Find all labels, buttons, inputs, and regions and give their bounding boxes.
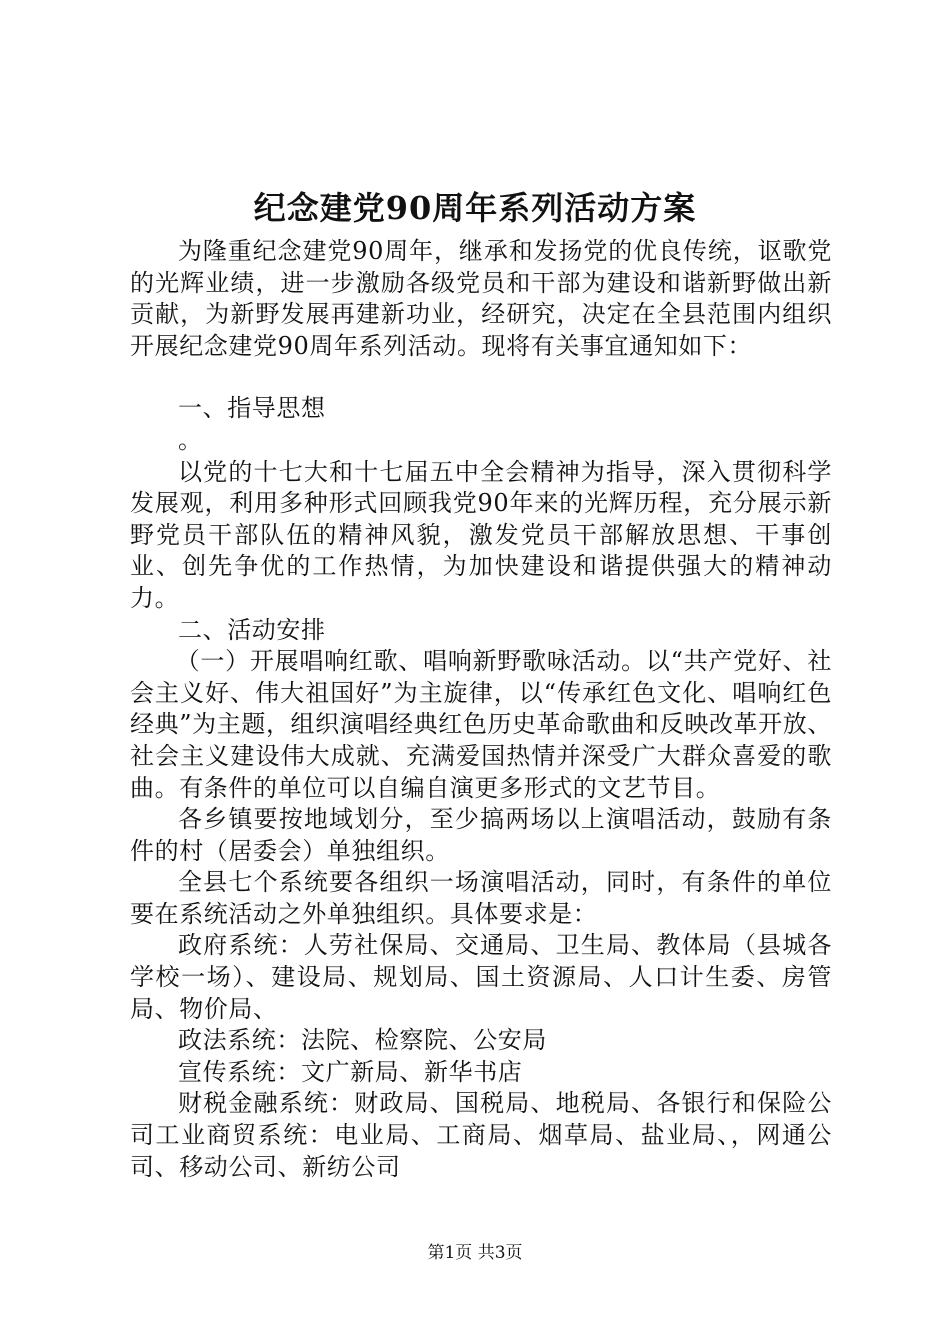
government-system-paragraph: 政府系统：人劳社保局、交通局、卫生局、教体局（县城各学校一场）、建设局、规划局、国土资源局、人口计生委、房管局、物价局、 bbox=[130, 931, 832, 1023]
finance-system-paragraph: 财税金融系统：财政局、国税局、地税局、各银行和保险公司工业商贸系统：电业局、工商局、烟草局、盐业局、，网通公司、移动公司、新纺公司 bbox=[130, 1089, 832, 1181]
systems-paragraph: 全县七个系统要各组织一场演唱活动，同时，有条件的单位要在系统活动之外单独组织。具体要求是： bbox=[130, 868, 832, 928]
punctuation-line: 。 bbox=[178, 425, 203, 454]
page-footer: 第1页 共3页 bbox=[427, 1243, 523, 1263]
document-title: 纪念建党90周年系列活动方案 bbox=[253, 189, 697, 227]
document-body bbox=[130, 236, 832, 1183]
legal-system-paragraph: 政法系统：法院、检察院、公安局 bbox=[178, 1026, 547, 1055]
activity-one-paragraph: （一）开展唱响红歌、唱响新野歌咏活动。以“共产党好、社会主义好、伟大祖国好”为主旋律，以“传承红色文化、唱响红色经典”为主题，组织演唱经典红色历史革命歌曲和反映改革开放、社会主义建设伟大成就、充满爱国热情并深受广大群众喜爱的歌曲。有条件的单位可以自编自演更多形式的文艺节目。 bbox=[130, 647, 832, 802]
township-paragraph: 各乡镇要按地域划分，至少搞两场以上演唱活动，鼓励有条件的村（居委会）单独组织。 bbox=[130, 805, 832, 865]
section-heading-guiding-thought: 一、指导思想 bbox=[178, 394, 326, 423]
guiding-thought-paragraph: 以党的十七大和十七届五中全会精神为指导，深入贯彻科学发展观，利用多种形式回顾我党90年来的光辉历程，充分展示新野党员干部队伍的精神风貌，激发党员干部解放思想、干事创业、创先争优的工作热情，为加快建设和谐提供强大的精神动力。 bbox=[130, 457, 832, 612]
publicity-system-paragraph: 宣传系统：文广新局、新华书店 bbox=[178, 1057, 523, 1086]
intro-paragraph: 为隆重纪念建党90周年，继承和发扬党的优良传统，讴歌党的光辉业绩，进一步激励各级党员和干部为建设和谐新野做出新贡献，为新野发展再建新功业，经研究，决定在全县范围内组织开展纪念建党90周年系列活动。现将有关事宜通知如下： bbox=[130, 237, 832, 360]
section-heading-activity-arrangement: 二、活动安排 bbox=[178, 615, 326, 644]
